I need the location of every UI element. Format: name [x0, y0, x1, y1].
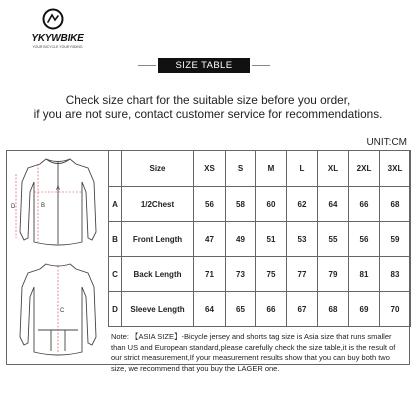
table-row — [109, 257, 411, 292]
bike-logo-icon — [42, 8, 64, 30]
table-cell: 49 — [226, 222, 256, 257]
table-cell: 79 — [318, 257, 349, 292]
table-cell: 65 — [226, 292, 256, 327]
row-label: 1/2Chest — [122, 187, 194, 222]
table-cell: 66 — [256, 292, 287, 327]
header-size-label: Size — [122, 151, 194, 187]
table-cell: 56 — [194, 187, 226, 222]
jersey-sketch — [8, 152, 108, 364]
table-cell: 81 — [349, 257, 380, 292]
table-cell: 64 — [194, 292, 226, 327]
table-cell: 66 — [349, 187, 380, 222]
table-row — [109, 222, 411, 257]
header-size-3xl: 3XL — [380, 151, 411, 187]
jersey-front-drawing — [20, 159, 96, 245]
table-cell: 55 — [318, 222, 349, 257]
table-cell: 47 — [194, 222, 226, 257]
table-cell: 51 — [256, 222, 287, 257]
banner-line-left — [138, 65, 156, 66]
table-cell: 71 — [194, 257, 226, 292]
row-letter: B — [109, 222, 122, 257]
row-label: Sleeve Length — [122, 292, 194, 327]
table-cell: 64 — [318, 187, 349, 222]
table-cell: 77 — [287, 257, 318, 292]
table-cell: 60 — [256, 187, 287, 222]
instruction-line-1: Check size chart for the suitable size before you order, — [65, 93, 351, 107]
size-table — [108, 150, 411, 327]
brand-logo — [10, 6, 105, 52]
size-table-banner: SIZE TABLE — [158, 58, 250, 73]
table-cell: 68 — [380, 187, 411, 222]
header-blank — [109, 151, 122, 187]
table-cell: 56 — [349, 222, 380, 257]
table-cell: 83 — [380, 257, 411, 292]
unit-label: UNIT:CM — [366, 137, 407, 148]
header-size-m: M — [256, 151, 287, 187]
sketch-label-a: A — [56, 186, 61, 192]
header-size-s: S — [226, 151, 256, 187]
brand-tagline: YOUR BICYCLE YOUR RIDING — [32, 45, 83, 49]
table-cell: 58 — [226, 187, 256, 222]
table-cell: 62 — [287, 187, 318, 222]
table-row — [109, 187, 411, 222]
table-row — [109, 292, 411, 327]
size-note: Note: 【ASIA SIZE】-Bicycle jersey and shorts tag size is Asia size that runs smaller than US and European standard,please carefully check the size table,it is the result of our strict measurement,If your measurement results show that you can buy both two size, we recommend that you buy the LAGER one. — [111, 332, 396, 373]
row-letter: A — [109, 187, 122, 222]
row-letter: D — [109, 292, 122, 327]
table-cell: 69 — [349, 292, 380, 327]
table-cell: 59 — [380, 222, 411, 257]
row-letter: C — [109, 257, 122, 292]
instruction-line-2: if you are not sure, contact customer service for recommendations. — [33, 107, 383, 121]
table-cell: 75 — [256, 257, 287, 292]
table-header-row — [109, 151, 411, 187]
sketch-label-c: C — [60, 308, 65, 314]
row-label: Front Length — [122, 222, 194, 257]
table-cell: 67 — [287, 292, 318, 327]
header-size-l: L — [287, 151, 318, 187]
brand-name: YKYWBIKE — [31, 33, 84, 44]
banner-line-right — [252, 65, 270, 66]
table-cell: 73 — [226, 257, 256, 292]
header-size-xl: XL — [318, 151, 349, 187]
sketch-label-b: B — [41, 203, 46, 209]
table-cell: 70 — [380, 292, 411, 327]
row-label: Back Length — [122, 257, 194, 292]
sketch-label-d: D — [11, 204, 16, 210]
table-cell: 53 — [287, 222, 318, 257]
header-size-2xl: 2XL — [349, 151, 380, 187]
table-cell: 68 — [318, 292, 349, 327]
header-size-xs: XS — [194, 151, 226, 187]
